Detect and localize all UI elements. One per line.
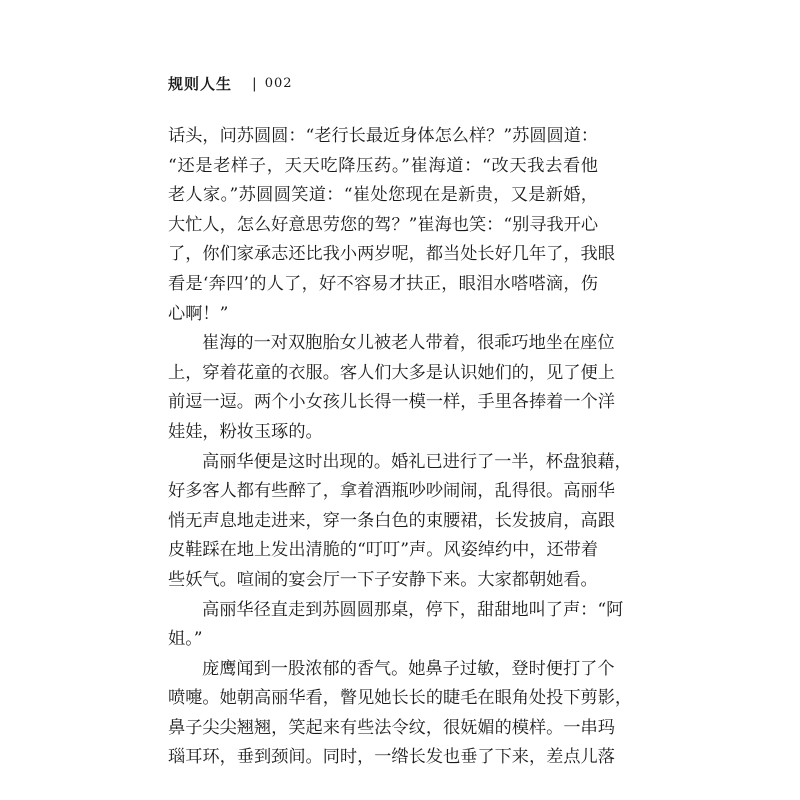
text-line: 悄无声息地走进来，穿一条白色的束腰裙，长发披肩，高跟 [168,510,615,531]
page-number: 002 [264,76,293,91]
text-line: 皮鞋踩在地上发出清脆的“叮叮”声。风姿绰约中，还带着 [168,540,599,561]
text-line: 瑙耳环，垂到颈间。同时，一绺长发也垂了下来，差点儿落 [168,747,615,768]
text-line: 庞鹰闻到一股浓郁的香气。她鼻子过敏，登时便打了个 [202,658,615,679]
book-title: 规则人生 [168,75,233,93]
text-line: 心啊！” [168,303,229,324]
text-line: 前逗一逗。两个小女孩儿长得一模一样，手里各捧着一个洋 [168,392,615,413]
text-line: 老人家。”苏圆圆笑道：“崔处您现在是新贵，又是新婚， [168,185,598,206]
text-line: 鼻子尖尖翘翘，笑起来有些法令纹，很妩媚的模样。一串玛 [168,717,615,738]
text-line: 姐。” [168,629,203,650]
text-line: 了，你们家承志还比我小两岁呢，都当处长好几年了，我眼 [168,244,615,265]
text-line: 些妖气。喧闹的宴会厅一下子安静下来。大家都朝她看。 [168,569,598,590]
text-line: “还是老样子，天天吃降压药。”崔海道：“改天我去看他 [168,155,598,176]
text-line: 看是‘奔四’的人了，好不容易才扶正，眼泪水嗒嗒滴，伤 [168,273,598,294]
text-line: 大忙人，怎么好意思劳您的驾？”崔海也笑：“别寻我开心 [168,214,599,235]
text-line: 好多客人都有些醉了，拿着酒瓶吵吵闹闹，乱得很。高丽华 [168,481,615,502]
text-line: 高丽华径直走到苏圆圆那桌，停下，甜甜地叫了声：“阿 [202,599,624,620]
text-line: 喷嚏。她朝高丽华看，瞥见她长长的睫毛在眼角处投下剪影， [168,688,633,709]
text-line: 话头，问苏圆圆：“老行长最近身体怎么样？”苏圆圆道： [168,126,599,146]
text-line: 娃娃，粉妆玉琢的。 [168,421,323,442]
text-line: 崔海的一对双胞胎女儿被老人带着，很乖巧地坐在座位 [202,333,615,354]
header-separator: | [252,76,257,92]
body-text [168,122,633,773]
text-line: 上，穿着花童的衣服。客人们大多是认识她们的，见了便上 [168,362,615,383]
text-line: 高丽华便是这时出现的。婚礼已进行了一半，杯盘狼藉， [202,451,632,472]
running-header [168,74,293,94]
